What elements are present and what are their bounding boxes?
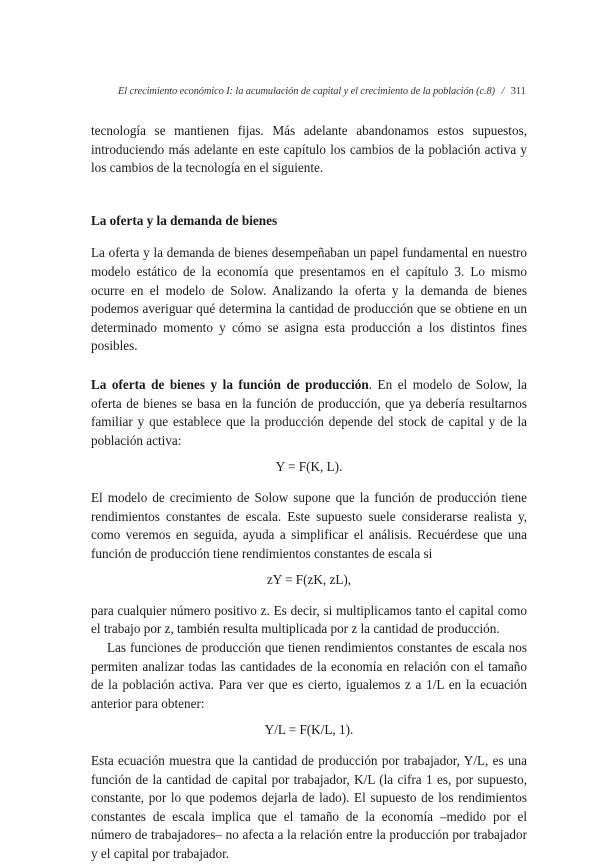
paragraph-7: Esta ecuación muestra que la cantidad de producción por trabajador, Y/L, es una función de la cantidad de capital por trabajador, K/L (la cifra 1 es, por supuesto, constante, por lo que podemos dejarla de lado). El supuesto de los rendimientos constantes de escala implica que el tamaño de la economía –medido por el número de trabajadores– no afecta a la relación entre la producción por trabajador y el capital por trabajador. <box>91 753 527 861</box>
paragraph-6: Las funciones de producción que tienen rendimientos constantes de escala nos permiten analizar todas las cantidades de la economía en relación con el tamaño de la población activa. Para ver que es cierto, igualemos z a 1/L en la ecuación anterior para obtener: <box>91 640 527 711</box>
equation-constant-returns: zY = F(zK, zL), <box>266 572 352 588</box>
equation-per-worker: Y/L = F(K/L, 1). <box>264 722 354 738</box>
header-separator: / <box>501 86 505 97</box>
running-title: El crecimiento económico I: la acumulación de capital y el crecimiento de la población (c.8) <box>118 86 495 97</box>
running-header <box>118 86 528 97</box>
paragraph-4: El modelo de crecimiento de Solow supone que la función de producción tiene rendimientos constantes de escala. Este supuesto suele considerarse realista y, como veremos en seguida, ayuda a simplificar el análisis. Recuérdese que una función de producción tiene rendimientos constantes de escala si <box>91 489 527 561</box>
body-text <box>91 122 527 864</box>
paragraph-1: tecnología se mantienen fijas. Más adelante abandonamos estos supuestos, introduciendo más adelante en este capítulo los cambios de la población activa y los cambios de la tecnología en el siguiente. <box>91 123 527 176</box>
run-in-heading: La oferta de bienes y la función de producción <box>91 376 369 392</box>
paragraph-3 <box>91 376 527 450</box>
section-heading: La oferta y la demanda de bienes <box>91 212 278 228</box>
paragraph-2: La oferta y la demanda de bienes desempeñaban un papel fundamental en nuestro modelo estático de la economía que presentamos en el capítulo 3. Lo mismo ocurre en el modelo de Solow. Analizando la oferta y la demanda de bienes podemos averiguar qué determina la cantidad de producción que se obtiene en un determinado momento y cómo se asigna esta producción a los distintos fines posibles. <box>91 245 527 354</box>
page-number: 311 <box>510 86 526 97</box>
equation-production-function: Y = F(K, L). <box>275 459 343 475</box>
paragraph-3-text: . En el modelo de Solow, la oferta de bienes se basa en la función de producción, que ya debería resultarnos familiar y que establece que la producción depende del stock de capital y de la población activa: <box>91 376 527 448</box>
paragraph-5: para cualquier número positivo z. Es decir, si multiplicamos tanto el capital como el trabajo por z, también resulta multiplicada por z la cantidad de producción. <box>91 602 527 637</box>
